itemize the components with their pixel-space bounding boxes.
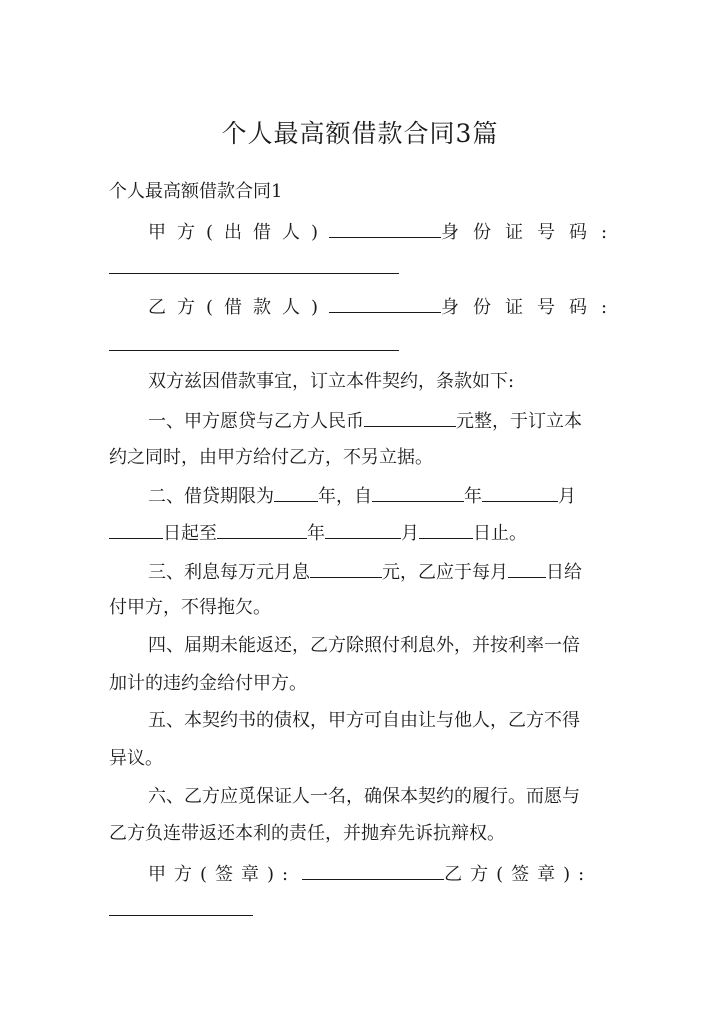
clause-2-line-2 bbox=[109, 520, 611, 546]
clause-4-line-1: 四、届期未能返还，乙方除照付利息外，并按利率一倍 bbox=[148, 635, 580, 656]
party-b-line bbox=[148, 294, 622, 320]
clause-3-line-1 bbox=[148, 559, 611, 585]
party-b-id-label: 身份证号码: bbox=[441, 297, 622, 318]
clause-5-line-2: 异议。 bbox=[109, 748, 163, 769]
clause-1-text-b: 元整，于订立本 bbox=[456, 411, 582, 432]
clause-2-text-h: 日止。 bbox=[473, 523, 527, 544]
party-b-name-blank[interactable] bbox=[329, 294, 441, 313]
party-a-line bbox=[148, 219, 622, 245]
party-a-signature-blank[interactable] bbox=[302, 861, 444, 880]
end-year-blank[interactable] bbox=[217, 520, 307, 539]
party-a-id-blank[interactable] bbox=[109, 273, 399, 274]
term-years-blank[interactable] bbox=[274, 483, 318, 502]
clause-1-line-2: 约之同时，由甲方给付乙方，不另立据。 bbox=[109, 447, 433, 468]
party-b-id-blank[interactable] bbox=[109, 350, 399, 351]
start-day-blank[interactable] bbox=[109, 520, 163, 539]
party-a-label: 甲方(出借人) bbox=[148, 222, 330, 243]
clause-2-text-a: 二、借贷期限为 bbox=[148, 486, 274, 507]
clause-1-text-a: 一、甲方愿贷与乙方人民币 bbox=[148, 411, 364, 432]
payment-day-blank[interactable] bbox=[508, 559, 546, 578]
party-b-label: 乙方(借款人) bbox=[148, 297, 330, 318]
party-a-id-label: 身份证号码: bbox=[441, 222, 622, 243]
party-a-signature-label: 甲方(签章): bbox=[148, 864, 297, 885]
loan-amount-blank[interactable] bbox=[364, 408, 456, 427]
clause-2-text-f: 年 bbox=[307, 523, 325, 544]
end-day-blank[interactable] bbox=[419, 520, 473, 539]
clause-2-line-1 bbox=[148, 483, 611, 509]
document-title: 个人最高额借款合同3篇 bbox=[221, 119, 499, 148]
clause-6-line-1: 六、乙方应觅保证人一名，确保本契约的履行。而愿与 bbox=[148, 786, 580, 807]
clause-6-line-2: 乙方负连带返还本利的责任，并抛弃先诉抗辩权。 bbox=[109, 823, 505, 844]
clause-2-text-d: 月 bbox=[558, 486, 576, 507]
end-month-blank[interactable] bbox=[325, 520, 401, 539]
clause-4-line-2: 加计的违约金给付甲方。 bbox=[109, 673, 307, 694]
clause-1-line-1 bbox=[148, 408, 611, 434]
clause-2-text-c: 年 bbox=[464, 486, 482, 507]
intro-text: 双方兹因借款事宜，订立本件契约，条款如下: bbox=[148, 371, 515, 392]
clause-2-text-b: 年，自 bbox=[318, 486, 372, 507]
clause-5-line-1: 五、本契约书的债权，甲方可自由让与他人，乙方不得 bbox=[148, 710, 580, 731]
clause-2-text-g: 月 bbox=[401, 523, 419, 544]
start-month-blank[interactable] bbox=[482, 483, 558, 502]
signature-line bbox=[148, 861, 611, 887]
interest-blank[interactable] bbox=[310, 559, 382, 578]
clause-2-text-e: 日起至 bbox=[163, 523, 217, 544]
party-a-name-blank[interactable] bbox=[329, 219, 441, 238]
clause-3-text-b: 元，乙应于每月 bbox=[382, 562, 508, 583]
party-b-signature-label: 乙方(签章): bbox=[444, 864, 593, 885]
start-year-blank[interactable] bbox=[372, 483, 464, 502]
clause-3-text-c: 日给 bbox=[546, 562, 582, 583]
contract-heading: 个人最高额借款合同1 bbox=[109, 181, 283, 202]
party-b-signature-blank[interactable] bbox=[109, 915, 253, 916]
clause-3-text-a: 三、利息每万元月息 bbox=[148, 562, 310, 583]
clause-3-line-2: 付甲方，不得拖欠。 bbox=[109, 597, 271, 618]
